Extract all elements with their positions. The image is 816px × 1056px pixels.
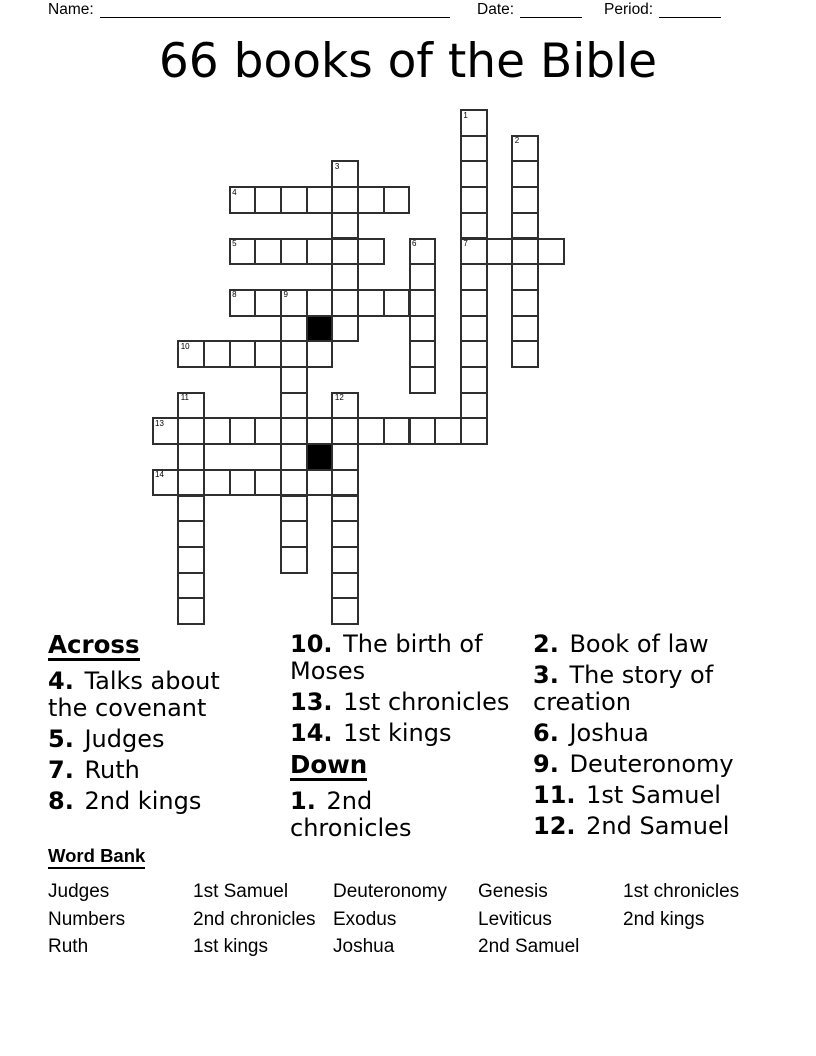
grid-cell — [460, 160, 488, 188]
grid-cell — [229, 238, 257, 266]
clue-item — [533, 813, 783, 840]
grid-cell — [383, 289, 411, 317]
grid-cell — [460, 135, 488, 163]
clue-number: 14. — [290, 719, 333, 747]
clue-line: 11. 1st Samuel — [533, 781, 721, 809]
clue-item — [48, 757, 278, 784]
grid-cell — [177, 417, 205, 445]
grid-cell — [460, 109, 488, 137]
clue-line: Moses — [290, 657, 366, 685]
clue-line: chronicles — [290, 814, 412, 842]
grid-cell — [383, 186, 411, 214]
grid-cell-number: 1 — [463, 110, 468, 120]
grid-cell — [203, 340, 231, 368]
clue-line: 7. Ruth — [48, 756, 140, 784]
grid-cell — [306, 340, 334, 368]
grid-cell — [152, 469, 180, 497]
grid-cell — [177, 572, 205, 600]
word-bank-word: 2nd Samuel — [478, 936, 580, 957]
grid-cell — [511, 289, 539, 317]
period-field — [604, 2, 721, 18]
grid-cell — [229, 469, 257, 497]
clues-heading-across — [48, 631, 278, 661]
clue-item — [290, 720, 525, 747]
grid-cell — [254, 340, 282, 368]
word-bank-word: Exodus — [333, 908, 397, 930]
word-bank-section — [48, 845, 739, 961]
grid-cell — [409, 289, 437, 317]
clue-line: 13. 1st chronicles — [290, 688, 510, 716]
grid-cell — [331, 186, 359, 214]
grid-cell — [152, 417, 180, 445]
grid-cell — [486, 238, 514, 266]
grid-cell — [306, 417, 334, 445]
clue-number: 1. — [290, 787, 316, 815]
grid-cell — [331, 212, 359, 240]
word-bank-word: 2nd kings — [623, 908, 705, 930]
grid-black-cell — [306, 443, 334, 471]
name-label: Name: — [48, 1, 94, 18]
word-bank-column-1 — [48, 878, 193, 961]
grid-cell-number: 11 — [180, 393, 189, 403]
grid-cell — [229, 186, 257, 214]
grid-cell — [331, 392, 359, 420]
clue-line: 6. Joshua — [533, 719, 649, 747]
grid-cell — [357, 186, 385, 214]
clues-heading-down — [290, 751, 525, 781]
grid-cell — [280, 546, 308, 574]
word-bank-column-5 — [623, 878, 739, 961]
grid-cell — [331, 263, 359, 291]
word-bank-word: Leviticus — [478, 908, 552, 930]
grid-cell — [409, 340, 437, 368]
grid-cell — [460, 340, 488, 368]
grid-cell — [460, 289, 488, 317]
clue-item — [533, 662, 783, 716]
clue-item — [290, 631, 525, 685]
grid-cell — [177, 520, 205, 548]
grid-cell-number: 13 — [155, 418, 164, 428]
grid-cell-number: 9 — [283, 290, 288, 300]
word-bank-heading-text: Word Bank — [48, 845, 145, 869]
grid-cell — [280, 340, 308, 368]
grid-cell — [434, 417, 462, 445]
grid-cell — [460, 392, 488, 420]
grid-cell-number: 8 — [232, 290, 237, 300]
name-field — [48, 2, 450, 18]
grid-black-cell — [306, 315, 334, 343]
grid-cell — [177, 443, 205, 471]
period-blank-line — [659, 3, 721, 18]
grid-cell-number: 6 — [412, 239, 417, 248]
clue-item — [48, 668, 278, 722]
clue-line: 12. 2nd Samuel — [533, 812, 730, 840]
clues-column-3 — [533, 631, 783, 844]
grid-cell — [203, 469, 231, 497]
clue-number: 6. — [533, 719, 559, 747]
clue-line: creation — [533, 688, 631, 716]
clue-line: 2. Book of law — [533, 630, 709, 658]
clue-number: 13. — [290, 688, 333, 716]
name-blank-line — [100, 3, 450, 18]
grid-cell-number: 3 — [334, 161, 340, 171]
grid-cell-number: 7 — [463, 239, 468, 248]
grid-cell — [331, 315, 359, 343]
grid-cell — [280, 443, 308, 471]
grid-cell-number: 10 — [180, 341, 190, 351]
clue-line: 1. 2nd — [290, 787, 373, 815]
grid-cell — [511, 212, 539, 240]
grid-cell — [280, 289, 308, 317]
word-bank-word: Genesis — [478, 881, 548, 902]
clue-line: 10. The birth of — [290, 630, 483, 658]
grid-cell — [331, 289, 359, 317]
clues-column-1 — [48, 631, 278, 819]
grid-cell — [280, 495, 308, 523]
grid-cell — [306, 469, 334, 497]
clue-line: 9. Deuteronomy — [533, 750, 734, 778]
grid-cell — [511, 160, 539, 188]
grid-cell — [331, 160, 359, 188]
clue-item — [533, 720, 783, 747]
grid-cell — [331, 520, 359, 548]
grid-cell — [229, 340, 257, 368]
grid-cell — [511, 340, 539, 368]
grid-cell — [460, 263, 488, 291]
grid-cell — [254, 469, 282, 497]
grid-cell — [280, 366, 308, 394]
grid-cell — [177, 340, 205, 368]
grid-cell-number: 14 — [155, 470, 164, 480]
clues-column-2 — [290, 631, 525, 846]
word-bank-word: Deuteronomy — [333, 881, 448, 902]
grid-cell-number: 2 — [514, 136, 520, 146]
word-bank-column-3 — [333, 878, 478, 961]
clue-line: 4. Talks about — [48, 667, 220, 695]
date-field — [477, 2, 582, 18]
word-bank-word: Judges — [48, 881, 110, 902]
grid-cell — [460, 366, 488, 394]
word-bank-word: Ruth — [48, 936, 89, 957]
grid-cell — [254, 417, 282, 445]
grid-cell — [460, 186, 488, 214]
grid-cell — [537, 238, 565, 266]
grid-cell — [409, 238, 437, 266]
date-blank-line — [520, 3, 582, 18]
grid-cell — [280, 520, 308, 548]
grid-cell — [280, 238, 308, 266]
grid-cell — [306, 186, 334, 214]
clue-number: 5. — [48, 725, 74, 753]
clue-number: 7. — [48, 756, 74, 784]
grid-cell — [177, 597, 205, 625]
clue-line: 14. 1st kings — [290, 719, 452, 747]
clue-number: 3. — [533, 661, 559, 689]
grid-cell — [177, 495, 205, 523]
page-title: 66 books of the Bible — [158, 34, 658, 89]
grid-cell — [280, 186, 308, 214]
clue-line: the covenant — [48, 694, 207, 722]
grid-cell — [409, 417, 437, 445]
word-bank-column-2 — [193, 878, 333, 961]
clues-heading-text: Down — [290, 750, 368, 779]
word-bank-word: 1st Samuel — [193, 881, 289, 902]
clues-heading-text: Across — [48, 630, 140, 659]
clue-item — [290, 689, 525, 716]
grid-cell — [229, 289, 257, 317]
clue-item — [290, 788, 525, 842]
clue-line: 8. 2nd kings — [48, 787, 202, 815]
clue-number: 11. — [533, 781, 576, 809]
grid-cell — [331, 443, 359, 471]
word-bank-heading — [48, 845, 739, 869]
grid-cell — [460, 315, 488, 343]
grid-cell — [383, 417, 411, 445]
clue-line: 5. Judges — [48, 725, 165, 753]
grid-cell — [280, 469, 308, 497]
period-label: Period: — [604, 1, 654, 18]
grid-cell — [460, 212, 488, 240]
grid-cell — [331, 495, 359, 523]
grid-cell — [177, 469, 205, 497]
grid-cell — [511, 315, 539, 343]
grid-cell — [254, 289, 282, 317]
clue-item — [533, 631, 783, 658]
word-bank-word: Numbers — [48, 908, 126, 930]
grid-cell — [306, 238, 334, 266]
clue-number: 4. — [48, 667, 74, 695]
grid-cell — [280, 417, 308, 445]
grid-cell — [331, 238, 359, 266]
clue-item — [48, 726, 278, 753]
grid-cell — [409, 366, 437, 394]
grid-cell — [409, 315, 437, 343]
word-bank-columns — [48, 878, 739, 961]
grid-cell — [511, 263, 539, 291]
clue-item — [48, 788, 278, 815]
date-label: Date: — [477, 1, 515, 18]
word-bank-word: 1st chronicles — [623, 881, 740, 902]
word-bank-word: 2nd chronicles — [193, 908, 316, 930]
grid-cell — [357, 238, 385, 266]
grid-cell — [177, 392, 205, 420]
word-bank-column-4 — [478, 878, 623, 961]
grid-cell — [460, 417, 488, 445]
clue-number: 10. — [290, 630, 333, 658]
grid-cell — [203, 417, 231, 445]
clue-item — [533, 751, 783, 778]
clue-number: 8. — [48, 787, 74, 815]
grid-cell — [306, 289, 334, 317]
grid-cell — [357, 417, 385, 445]
grid-cell-number: 4 — [232, 187, 237, 197]
clue-number: 2. — [533, 630, 559, 658]
grid-cell — [511, 186, 539, 214]
grid-cell — [331, 546, 359, 574]
grid-cell-number: 5 — [232, 239, 237, 248]
grid-cell — [280, 315, 308, 343]
grid-cell — [460, 238, 488, 266]
word-bank-word: 1st kings — [193, 936, 268, 957]
grid-cell — [331, 417, 359, 445]
grid-cell — [409, 263, 437, 291]
grid-cell — [511, 135, 539, 163]
clue-line: 3. The story of — [533, 661, 714, 689]
grid-cell-number: 12 — [334, 393, 344, 403]
grid-cell — [177, 546, 205, 574]
grid-cell — [331, 572, 359, 600]
grid-cell — [331, 597, 359, 625]
clue-number: 9. — [533, 750, 559, 778]
grid-cell — [331, 469, 359, 497]
grid-cell — [254, 238, 282, 266]
clue-number: 12. — [533, 812, 576, 840]
word-bank-word: Joshua — [333, 936, 395, 957]
grid-cell — [229, 417, 257, 445]
clue-item — [533, 782, 783, 809]
grid-cell — [511, 238, 539, 266]
grid-cell — [280, 392, 308, 420]
grid-cell — [357, 289, 385, 317]
grid-cell — [254, 186, 282, 214]
